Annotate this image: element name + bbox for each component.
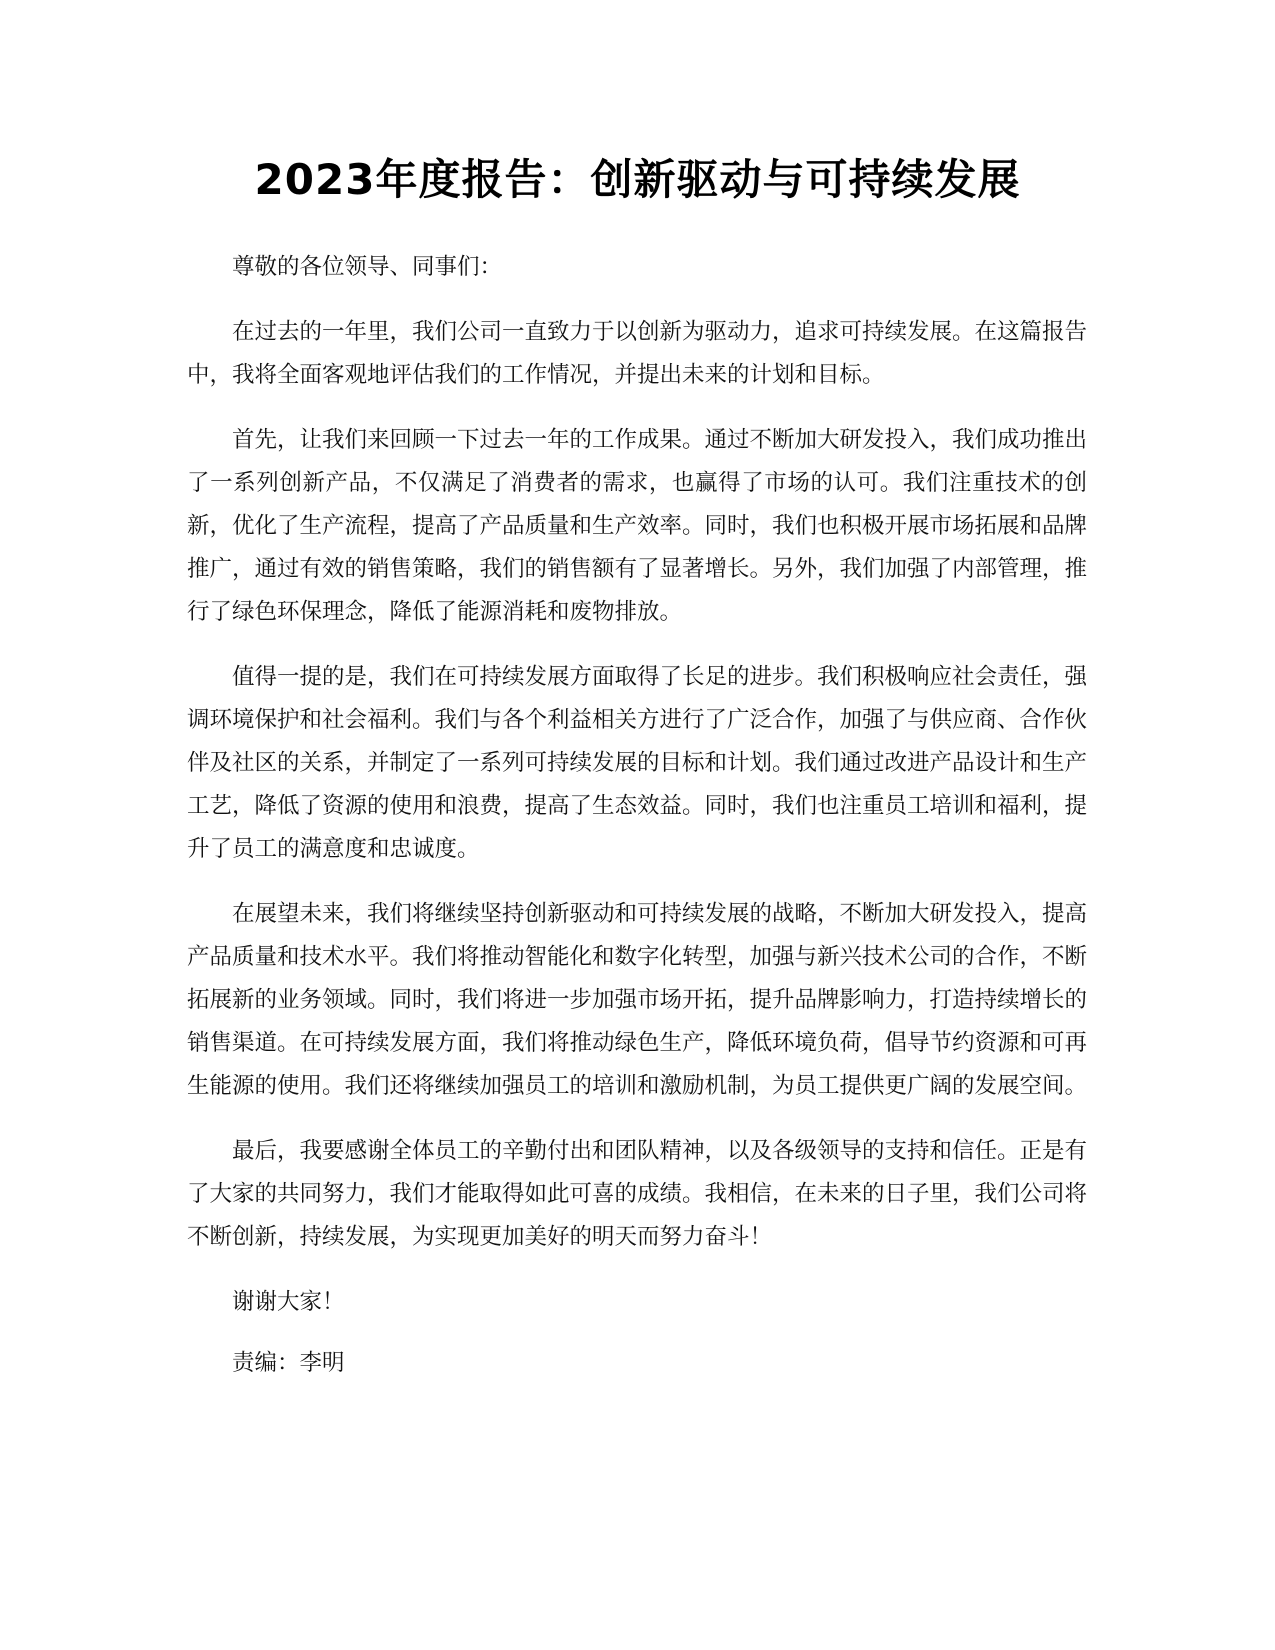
paragraph-5: 最后，我要感谢全体员工的辛勤付出和团队精神，以及各级领导的支持和信任。正是有了大家的共同努力，我们才能取得如此可喜的成绩。我相信，在未来的日子里，我们公司将不断创新，持续发展，为实现更加美好的明天而努力奋斗！ [187, 1138, 1088, 1250]
greeting: 尊敬的各位领导、同事们： [232, 254, 503, 280]
thanks-line: 谢谢大家！ [232, 1289, 345, 1315]
paragraph-2: 首先，让我们来回顾一下过去一年的工作成果。通过不断加大研发投入，我们成功推出了一系列创新产品，不仅满足了消费者的需求，也赢得了市场的认可。我们注重技术的创新，优化了生产流程，提高了产品质量和生产效率。同时，我们也积极开展市场拓展和品牌推广，通过有效的销售策略，我们的销售额有了显著增长。另外，我们加强了内部管理，推行了绿色环保理念，降低了能源消耗和废物排放。 [187, 427, 1088, 625]
paragraph-1: 在过去的一年里，我们公司一直致力于以创新为驱动力，追求可持续发展。在这篇报告中，我将全面客观地评估我们的工作情况，并提出未来的计划和目标。 [187, 319, 1088, 388]
editor-line: 责编：李明 [232, 1350, 345, 1376]
paragraph-4: 在展望未来，我们将继续坚持创新驱动和可持续发展的战略，不断加大研发投入，提高产品质量和技术水平。我们将推动智能化和数字化转型，加强与新兴技术公司的合作，不断拓展新的业务领域。同时，我们将进一步加强市场开拓，提升品牌影响力，打造持续增长的销售渠道。在可持续发展方面，我们将推动绿色生产，降低环境负荷，倡导节约资源和可再生能源的使用。我们还将继续加强员工的培训和激励机制，为员工提供更广阔的发展空间。 [187, 901, 1088, 1099]
document-title: 2023年度报告：创新驱动与可持续发展 [254, 155, 1021, 204]
document-body [187, 246, 1087, 1403]
paragraph-3: 值得一提的是，我们在可持续发展方面取得了长足的进步。我们积极响应社会责任，强调环境保护和社会福利。我们与各个利益相关方进行了广泛合作，加强了与供应商、合作伙伴及社区的关系，并制定了一系列可持续发展的目标和计划。我们通过改进产品设计和生产工艺，降低了资源的使用和浪费，提高了生态效益。同时，我们也注重员工培训和福利，提升了员工的满意度和忠诚度。 [187, 664, 1088, 862]
